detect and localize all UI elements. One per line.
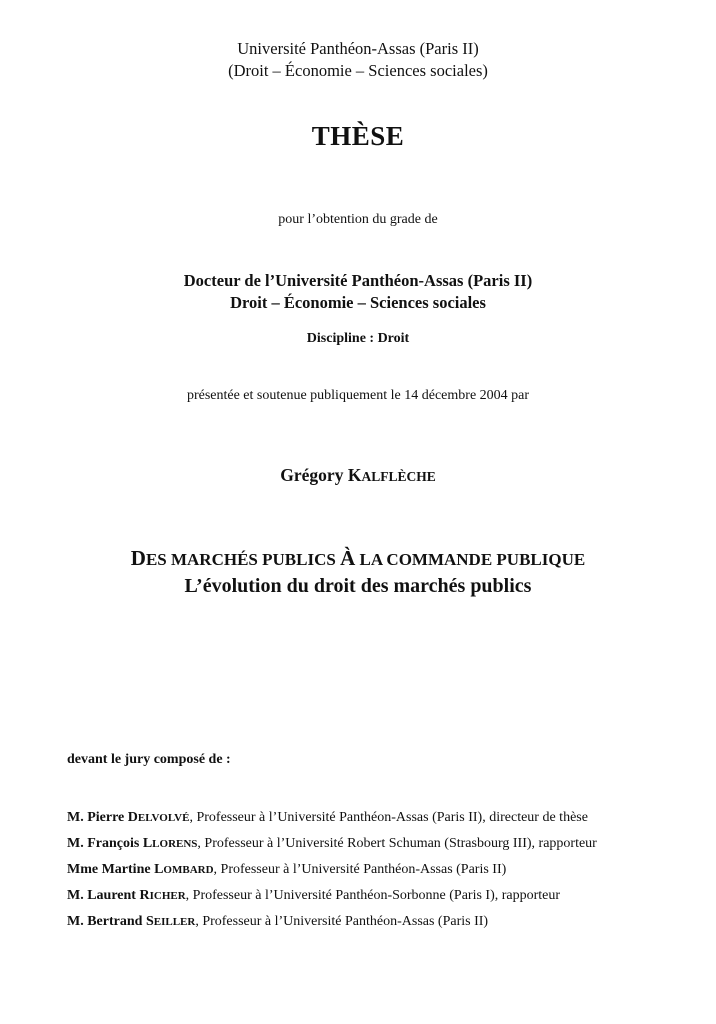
document-type: THÈSE: [311, 121, 405, 151]
defense-statement: présentée et soutenue publiquement le 14 décembre 2004 par: [186, 388, 530, 403]
author-last-name: KALFLÈCHE: [347, 465, 436, 485]
jury-member-name: Mme Martine LOMBARD: [67, 862, 214, 877]
jury-member-name: M. Bertrand SEILLER: [67, 914, 196, 929]
jury-member-role: , Professeur à l’Université Robert Schuman (Strasbourg III), rapporteur: [197, 836, 597, 851]
author-first-name: Grégory: [280, 465, 344, 485]
thesis-title-part: LA COMMANDE PUBLIQUE: [355, 550, 586, 569]
jury-member-name: M. Laurent RICHER: [67, 888, 186, 903]
jury-member: [67, 860, 680, 880]
jury-member-name: M. Pierre DELVOLVÉ: [67, 810, 190, 825]
discipline: Discipline : Droit: [306, 331, 410, 346]
university-name: Université Panthéon-Assas (Paris II): [237, 39, 479, 58]
thesis-title-part: À: [340, 546, 356, 570]
thesis-title: [0, 546, 716, 571]
grade-intro: pour l’obtention du grade de: [278, 212, 438, 227]
jury-member-role: , Professeur à l’Université Panthéon-Sorbonne (Paris I), rapporteur: [185, 888, 561, 903]
thesis-title-part: D: [130, 546, 146, 570]
university-faculties: (Droit – Économie – Sciences sociales): [228, 61, 488, 80]
jury-member: [67, 886, 680, 906]
jury-member: [67, 834, 680, 854]
degree-block: [0, 270, 716, 314]
thesis-subtitle: L’évolution du droit des marchés publics: [184, 575, 532, 597]
degree-title: Docteur de l’Université Panthéon-Assas (Paris II): [183, 271, 533, 290]
jury-member-role: , Professeur à l’Université Panthéon-Assas (Paris II), directeur de thèse: [189, 810, 588, 825]
degree-field: Droit – Économie – Sciences sociales: [230, 293, 486, 312]
jury-list: [67, 808, 680, 938]
jury-member-name: M. François LLORENS: [67, 836, 198, 851]
jury-heading: devant le jury composé de :: [67, 752, 231, 767]
thesis-title-part: ES MARCHÉS PUBLICS: [145, 550, 341, 569]
author-name: [0, 465, 716, 486]
jury-member-role: , Professeur à l’Université Panthéon-Assas (Paris II): [195, 914, 489, 929]
jury-member: [67, 912, 680, 932]
university-header: [0, 38, 716, 82]
jury-member: [67, 808, 680, 828]
jury-member-role: , Professeur à l’Université Panthéon-Assas (Paris II): [213, 862, 507, 877]
